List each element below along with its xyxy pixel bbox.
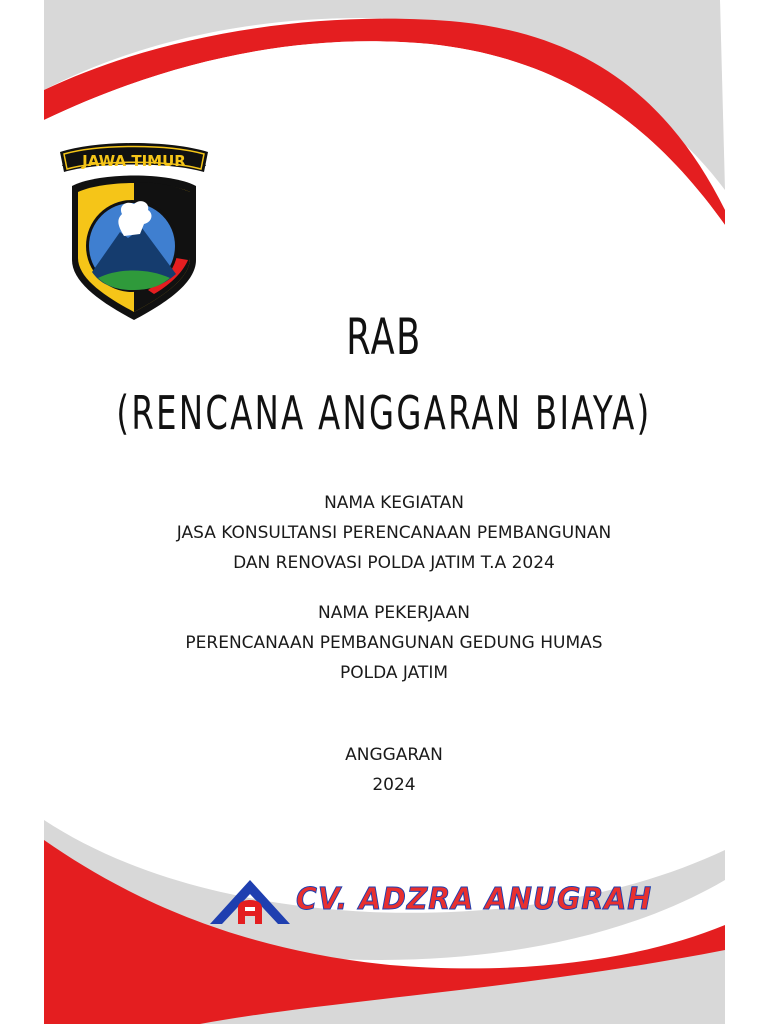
pekerjaan-label: NAMA PEKERJAAN	[318, 603, 470, 623]
kegiatan-label: NAMA KEGIATAN	[324, 493, 464, 513]
anggaran-year: 2024	[372, 775, 416, 795]
company-logo	[208, 872, 653, 932]
company-house-icon	[208, 874, 292, 928]
polda-jatim-emblem-icon	[58, 142, 210, 324]
pekerjaan-line2: POLDA JATIM	[339, 663, 449, 683]
document-title: RAB	[346, 308, 422, 366]
document-subtitle: (RENCANA ANGGARAN BIAYA)	[116, 386, 652, 440]
company-name: CV. ADZRA ANUGRAH	[296, 882, 653, 917]
pekerjaan-line1: PERENCANAAN PEMBANGUNAN GEDUNG HUMAS	[185, 633, 603, 653]
anggaran-label: ANGGARAN	[345, 745, 443, 765]
anggaran-block	[0, 740, 768, 800]
kegiatan-line1: JASA KONSULTANSI PERENCANAAN PEMBANGUNAN	[176, 523, 612, 543]
kegiatan-block	[0, 488, 768, 578]
kegiatan-line2: DAN RENOVASI POLDA JATIM T.A 2024	[233, 553, 555, 573]
emblem-banner-text: JAWA TIMUR	[82, 152, 186, 170]
pekerjaan-block	[0, 598, 768, 688]
